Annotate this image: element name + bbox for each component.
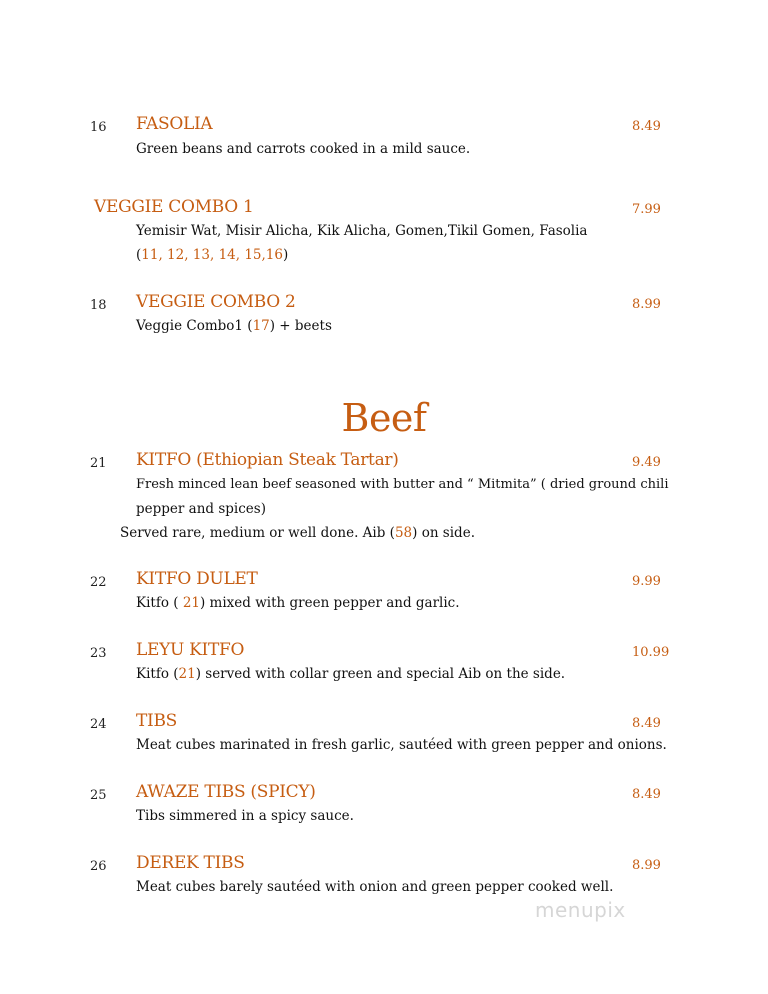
desc-text: ) on side. xyxy=(412,525,475,541)
reference-numbers: 11, 12, 13, 14, 15,16 xyxy=(141,247,283,263)
item-name: KITFO (Ethiopian Steak Tartar) xyxy=(136,450,399,470)
item-number: 25 xyxy=(90,788,107,803)
item-description xyxy=(136,595,460,611)
item-price: 9.49 xyxy=(632,455,661,470)
item-price: 8.49 xyxy=(632,787,661,802)
item-description: Tibs simmered in a spicy sauce. xyxy=(136,808,354,824)
item-description: Meat cubes marinated in fresh garlic, sautéed with green pepper and onions. xyxy=(136,737,667,753)
desc-text: ) served with collar green and special Aib on the side. xyxy=(195,666,566,682)
item-price: 8.99 xyxy=(632,858,661,873)
item-description: Green beans and carrots cooked in a mild sauce. xyxy=(136,141,471,157)
item-name: LEYU KITFO xyxy=(136,640,245,660)
item-price: 7.99 xyxy=(632,202,661,217)
item-name: AWAZE TIBS (SPICY) xyxy=(136,782,316,802)
desc-text: Veggie Combo1 ( xyxy=(136,318,253,334)
reference-number: 21 xyxy=(182,595,200,611)
item-number: 24 xyxy=(90,717,107,732)
item-serving-note xyxy=(120,525,475,541)
item-number: 22 xyxy=(90,575,107,590)
item-number: 18 xyxy=(90,298,107,313)
item-name: DEREK TIBS xyxy=(136,853,245,873)
desc-text: Served rare, medium or well done. Aib ( xyxy=(120,525,395,541)
desc-text: ) + beets xyxy=(269,318,332,334)
item-price: 9.99 xyxy=(632,574,661,589)
item-name: VEGGIE COMBO 1 xyxy=(94,197,254,217)
item-description xyxy=(136,666,565,682)
item-price: 8.99 xyxy=(632,297,661,312)
item-description: Yemisir Wat, Misir Alicha, Kik Alicha, Gomen,Tikil Gomen, Fasolia xyxy=(136,223,588,239)
section-title: Beef xyxy=(341,396,427,440)
item-references: (11, 12, 13, 14, 15,16) xyxy=(136,247,289,263)
item-name: KITFO DULET xyxy=(136,569,258,589)
item-price: 8.49 xyxy=(632,119,661,134)
reference-number: 58 xyxy=(394,525,413,541)
item-description-cont: pepper and spices) xyxy=(136,501,266,517)
item-price: 8.49 xyxy=(632,716,661,731)
reference-number: 17 xyxy=(252,318,270,334)
desc-text: Kitfo ( xyxy=(136,666,179,682)
item-price: 10.99 xyxy=(632,645,670,660)
item-number: 26 xyxy=(90,859,107,874)
item-description: Fresh minced lean beef seasoned with butter and “ Mitmita” ( dried ground chili xyxy=(136,477,669,492)
desc-text: Kitfo ( xyxy=(136,595,183,611)
reference-number: 21 xyxy=(178,666,196,682)
item-name: FASOLIA xyxy=(136,114,213,134)
item-number: 23 xyxy=(90,646,107,661)
item-description xyxy=(136,318,332,334)
item-number: 16 xyxy=(90,120,107,135)
item-number: 21 xyxy=(90,456,107,471)
item-name: TIBS xyxy=(136,711,177,731)
item-description: Meat cubes barely sautéed with onion and green pepper cooked well. xyxy=(136,879,614,895)
item-name: VEGGIE COMBO 2 xyxy=(136,292,296,312)
desc-text: ) mixed with green pepper and garlic. xyxy=(200,595,460,611)
watermark-logo: menupix xyxy=(535,898,626,922)
